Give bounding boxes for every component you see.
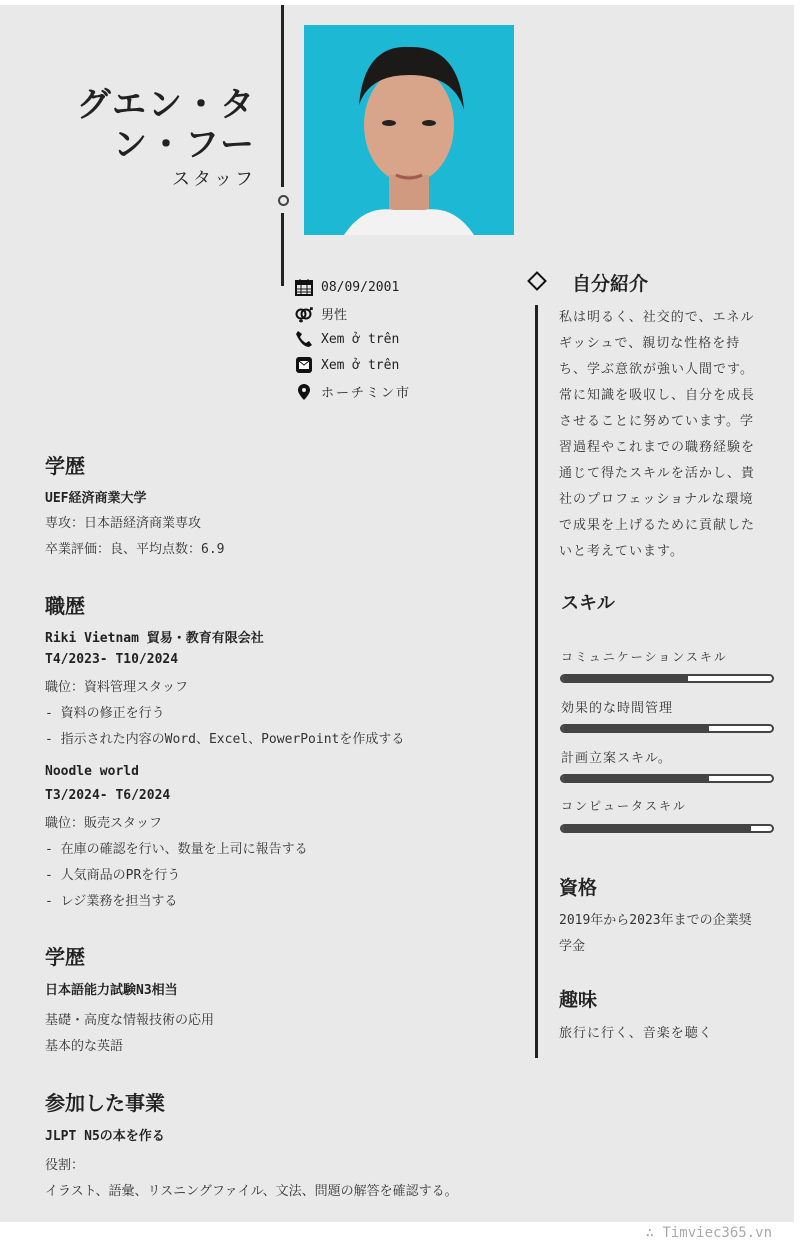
project-role: 役割： [45, 1158, 85, 1173]
contact-email [295, 356, 399, 374]
gender-icon [295, 305, 313, 323]
skill-label: 計画立案スキル。 [561, 751, 672, 766]
major: 専攻：日本語経済商業専攻 [45, 516, 202, 531]
phone-icon [295, 330, 313, 348]
skill-label: コミュニケーションスキル [561, 650, 728, 664]
candidate-position: スタッフ [172, 169, 256, 190]
contact-gender [295, 304, 347, 323]
divider [535, 305, 538, 1058]
skill-bar-fill [562, 776, 709, 781]
birthday: 08/09/2001 [321, 279, 400, 295]
edu-line: 基礎・高度な情報技術の応用 [45, 1013, 215, 1028]
name-line: グエン・タ [76, 85, 256, 125]
phone: Xem ở trên [321, 331, 400, 347]
location-pin-icon [295, 383, 313, 401]
education2-heading: 学歴 [45, 945, 85, 969]
task: - 在庫の確認を行い、数量を上司に報告する [45, 842, 308, 857]
skill-bar [560, 724, 774, 733]
calendar-icon [295, 278, 313, 296]
divider [281, 5, 284, 187]
candidate-name [26, 85, 256, 165]
contact-phone [295, 330, 399, 348]
profile-photo [304, 25, 514, 235]
divider [281, 213, 284, 286]
name-line: ン・フー [113, 125, 256, 165]
skill-bar [560, 674, 774, 683]
company: Riki Vietnam 貿易・教育有限会社 [45, 631, 264, 646]
task: - 指示された内容のWord、Excel、PowerPointを作成する [45, 732, 405, 747]
timeline-dot [278, 195, 289, 206]
projects-heading: 参加した事業 [45, 1091, 165, 1115]
period: T3/2024- T6/2024 [45, 788, 171, 803]
hobbies-text: 旅行に行く、音楽を聴く [559, 1026, 713, 1041]
skill-bar-fill [562, 676, 688, 681]
skill-bar-fill [562, 726, 709, 731]
task: - レジ業務を担当する [45, 894, 178, 909]
grade: 卒業評価：良、平均点数：6.9 [45, 542, 225, 557]
footer-watermark: ∴ Timviec365.vn [645, 1225, 772, 1241]
certs-text: 2019年から2023年までの企業奨学金 [559, 913, 752, 954]
work-heading: 職歴 [45, 594, 85, 618]
skill-label: 効果的な時間管理 [561, 701, 674, 716]
period: T4/2023- T10/2024 [45, 652, 179, 667]
contact-address [295, 382, 411, 401]
gender: 男性 [321, 308, 348, 323]
cv-page [0, 5, 794, 1222]
skill-bar [560, 824, 774, 833]
education-heading: 学歴 [45, 454, 85, 478]
role: 職位：販売スタッフ [45, 816, 163, 831]
skill-label: コンピュータスキル [561, 799, 687, 813]
task: - 資料の修正を行う [45, 706, 165, 721]
diamond-icon [526, 270, 548, 292]
task: - 人気商品のPRを行う [45, 868, 181, 883]
intro-text: 私は明るく、社交的で、エネルギッシュで、親切な性格を持ち、学ぶ意欲が強い人間です。常に知識を吸収し、自分を成長させることに努めています。学習過程やこれまでの職務経験を通じて得たスキルを活かし、貴社のプロフェッショナルな環境で成果を上げるために貢献したいと考えています。 [559, 310, 756, 559]
school-name: UEF経済商業大学 [45, 491, 147, 506]
skill-bar-fill [562, 826, 751, 831]
skills-heading: スキル [561, 593, 615, 614]
email: Xem ở trên [321, 357, 400, 373]
hobbies-heading: 趣味 [559, 989, 598, 1011]
company: Noodle world [45, 764, 139, 779]
role: 職位：資料管理スタッフ [45, 680, 189, 695]
edu-line: 基本的な英語 [45, 1039, 124, 1054]
project-desc: イラスト、語彙、リスニングファイル、文法、問題の解答を確認する。 [45, 1184, 458, 1199]
certs-heading: 資格 [559, 877, 598, 899]
contact-birthday [295, 278, 399, 296]
project-title: JLPT N5の本を作る [45, 1129, 165, 1144]
intro-heading: 自分紹介 [572, 273, 649, 295]
email-icon [295, 356, 313, 374]
skill-bar [560, 774, 774, 783]
address: ホーチミン市 [321, 386, 412, 401]
cert-title: 日本語能力試験N3相当 [45, 983, 178, 998]
